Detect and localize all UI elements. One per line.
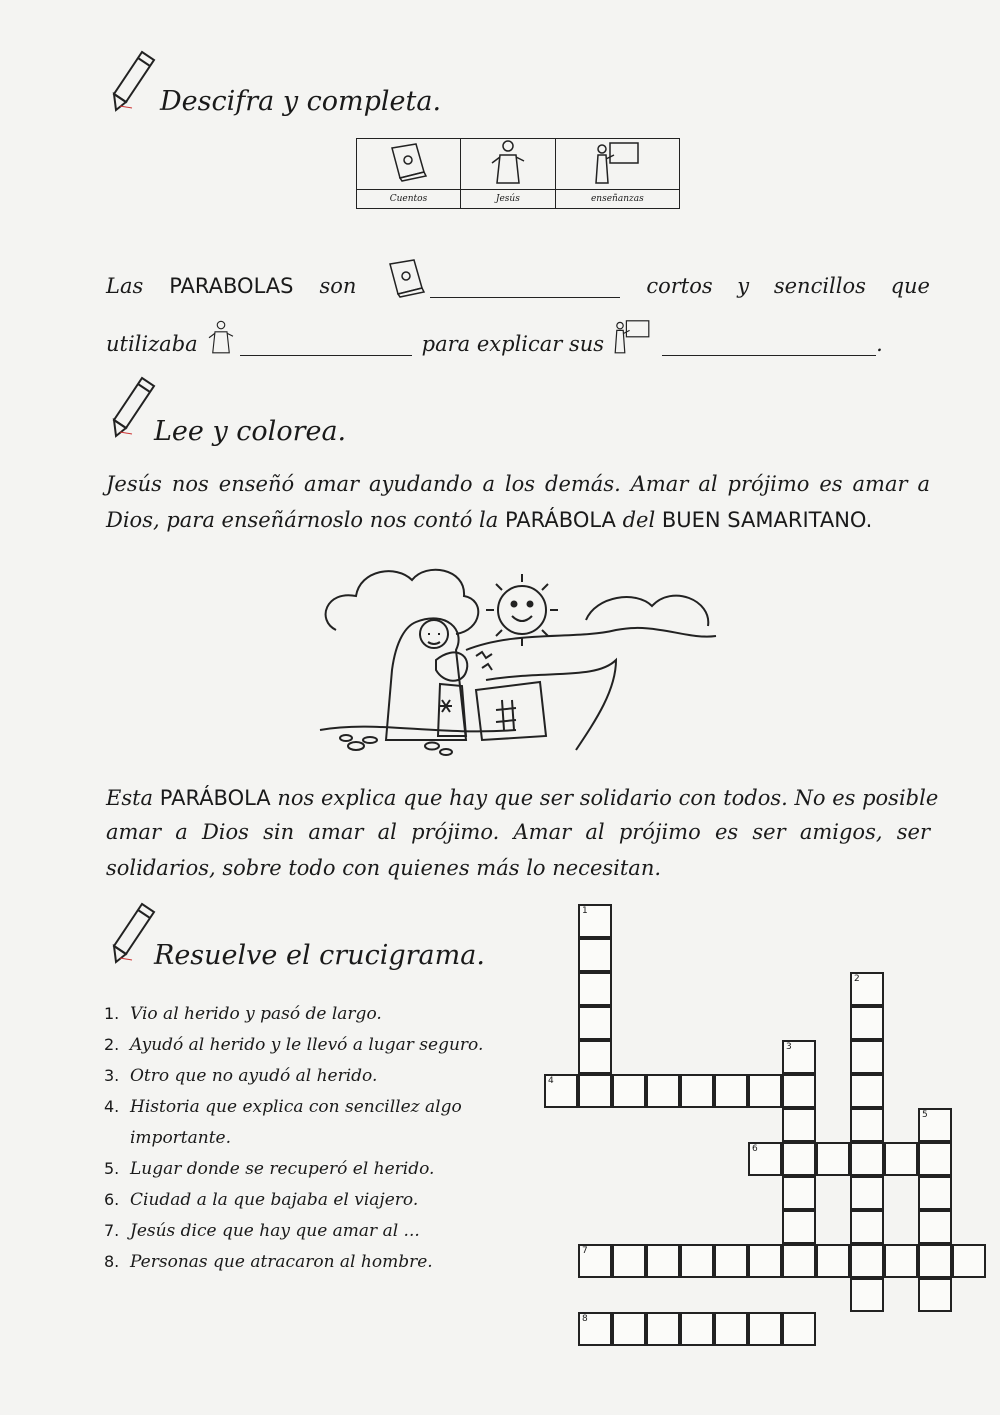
clue-item: 6. Ciudad a la que bajaba el viajero.: [104, 1190, 419, 1210]
book-icon: [382, 258, 430, 298]
crossword-clue-number: 7: [582, 1246, 588, 1256]
crossword-cell[interactable]: [782, 1142, 816, 1176]
crossword-cell[interactable]: [612, 1312, 646, 1346]
crossword-cell[interactable]: [748, 1142, 782, 1176]
clue-item: 8. Personas que atracaron al hombre.: [104, 1252, 433, 1272]
crossword-cell[interactable]: [748, 1244, 782, 1278]
legend-table: [356, 138, 680, 209]
good-samaritan-illustration: [316, 560, 730, 760]
legend-label-jesus: Jesús: [460, 190, 555, 209]
crossword-cell[interactable]: [680, 1244, 714, 1278]
crossword-clue-number: 4: [548, 1076, 554, 1086]
crossword-cell[interactable]: [918, 1210, 952, 1244]
section-title-crucigrama: Resuelve el crucigrama.: [154, 940, 485, 971]
intro-line-2: Dios, para enseñárnoslo nos contó la PARÁBOLA del BUEN SAMARITANO.: [106, 508, 873, 532]
crossword-cell[interactable]: [850, 1278, 884, 1312]
crossword-cell[interactable]: [918, 1176, 952, 1210]
teaching-icon: [612, 316, 652, 356]
clue-item: 5. Lugar donde se recuperó el herido.: [104, 1159, 435, 1179]
explain-line-3: solidarios, sobre todo con quienes más lo necesitan.: [106, 856, 662, 880]
crossword-cell[interactable]: [544, 1074, 578, 1108]
crossword-cell[interactable]: [816, 1244, 850, 1278]
crossword-cell[interactable]: [578, 938, 612, 972]
blank-ensenanzas[interactable]: [662, 335, 876, 356]
crossword-clue-number: 2: [854, 974, 860, 984]
crossword-cell[interactable]: [884, 1142, 918, 1176]
legend-cell-book: [357, 139, 461, 190]
pencil-icon: [112, 902, 156, 964]
crossword-cell[interactable]: [850, 1074, 884, 1108]
blank-cuentos[interactable]: [430, 277, 620, 298]
crossword-cell[interactable]: [578, 1312, 612, 1346]
clue-item: 3. Otro que no ayudó al herido.: [104, 1066, 378, 1086]
crossword-cell[interactable]: [782, 1176, 816, 1210]
crossword-cell[interactable]: [578, 1244, 612, 1278]
crossword-cell[interactable]: [884, 1244, 918, 1278]
pencil-icon: [112, 50, 156, 112]
crossword-cell[interactable]: [850, 1006, 884, 1040]
crossword-cell[interactable]: [714, 1074, 748, 1108]
fill-line-2: utilizaba para explicar sus .: [106, 316, 930, 356]
explain-line-2: amar a Dios sin amar al prójimo. Amar al prójimo es ser amigos, ser: [106, 820, 930, 844]
crossword-cell[interactable]: [748, 1074, 782, 1108]
crossword-clue-number: 3: [786, 1042, 792, 1052]
crossword-cell[interactable]: [816, 1142, 850, 1176]
crossword-cell[interactable]: [850, 1210, 884, 1244]
explain-line-1: Esta PARÁBOLA nos explica que hay que ser solidario con todos. No es posible: [106, 786, 939, 810]
crossword-cell[interactable]: [850, 1040, 884, 1074]
legend-label-ensenanzas: enseñanzas: [555, 190, 679, 209]
crossword-cell[interactable]: [850, 1176, 884, 1210]
crossword-cell[interactable]: [578, 1074, 612, 1108]
jesus-icon: [488, 139, 528, 185]
crossword-cell[interactable]: [952, 1244, 986, 1278]
legend-cell-jesus: [460, 139, 555, 190]
blank-jesus[interactable]: [240, 335, 412, 356]
clue-item: 4. Historia que explica con sencillez algo: [104, 1097, 462, 1117]
crossword-cell[interactable]: [646, 1074, 680, 1108]
crossword-cell[interactable]: [680, 1312, 714, 1346]
teaching-icon: [592, 139, 642, 185]
section-title-descifra: Descifra y completa.: [160, 86, 442, 117]
crossword-clue-number: 1: [582, 906, 588, 916]
clue-item: 1. Vio al herido y pasó de largo.: [104, 1004, 382, 1024]
crossword-cell[interactable]: [680, 1074, 714, 1108]
fill-line-1: Las PARABOLAS son cortos y sencillos que: [106, 258, 930, 298]
crossword-cell[interactable]: [850, 972, 884, 1006]
crossword-cell[interactable]: [918, 1278, 952, 1312]
crossword-cell[interactable]: [578, 972, 612, 1006]
crossword-clue-number: 8: [582, 1314, 588, 1324]
crossword-cell[interactable]: [782, 1210, 816, 1244]
crossword-cell[interactable]: [578, 1006, 612, 1040]
crossword-cell[interactable]: [918, 1142, 952, 1176]
crossword-clue-number: 6: [752, 1144, 758, 1154]
crossword-cell[interactable]: [782, 1040, 816, 1074]
section-title-lee: Lee y colorea.: [154, 416, 347, 447]
crossword-cell[interactable]: [748, 1312, 782, 1346]
crossword-cell[interactable]: [918, 1244, 952, 1278]
clue-item: importante.: [130, 1128, 232, 1148]
crossword-cell[interactable]: [782, 1074, 816, 1108]
book-icon: [386, 142, 430, 182]
crossword-cell[interactable]: [714, 1244, 748, 1278]
intro-line-1: Jesús nos enseñó amar ayudando a los demás. Amar al prójimo es amar a: [106, 472, 930, 496]
crossword-cell[interactable]: [850, 1244, 884, 1278]
crossword-cell[interactable]: [782, 1244, 816, 1278]
crossword-cell[interactable]: [646, 1244, 680, 1278]
crossword-cell[interactable]: [918, 1108, 952, 1142]
crossword-cell[interactable]: [578, 904, 612, 938]
jesus-icon: [206, 318, 236, 356]
legend-cell-teaching: [555, 139, 679, 190]
crossword-cell[interactable]: [782, 1108, 816, 1142]
crossword-clue-number: 5: [922, 1110, 928, 1120]
clue-item: 7. Jesús dice que hay que amar al ...: [104, 1221, 420, 1241]
crossword-cell[interactable]: [646, 1312, 680, 1346]
crossword-cell[interactable]: [850, 1142, 884, 1176]
crossword-cell[interactable]: [578, 1040, 612, 1074]
crossword-cell[interactable]: [850, 1108, 884, 1142]
crossword-cell[interactable]: [612, 1244, 646, 1278]
crossword-cell[interactable]: [782, 1312, 816, 1346]
crossword-cell[interactable]: [612, 1074, 646, 1108]
clue-item: 2. Ayudó al herido y le llevó a lugar seguro.: [104, 1035, 484, 1055]
pencil-icon: [112, 376, 156, 438]
legend-label-cuentos: Cuentos: [357, 190, 461, 209]
clue-list: [104, 1004, 483, 1283]
crossword-cell[interactable]: [714, 1312, 748, 1346]
